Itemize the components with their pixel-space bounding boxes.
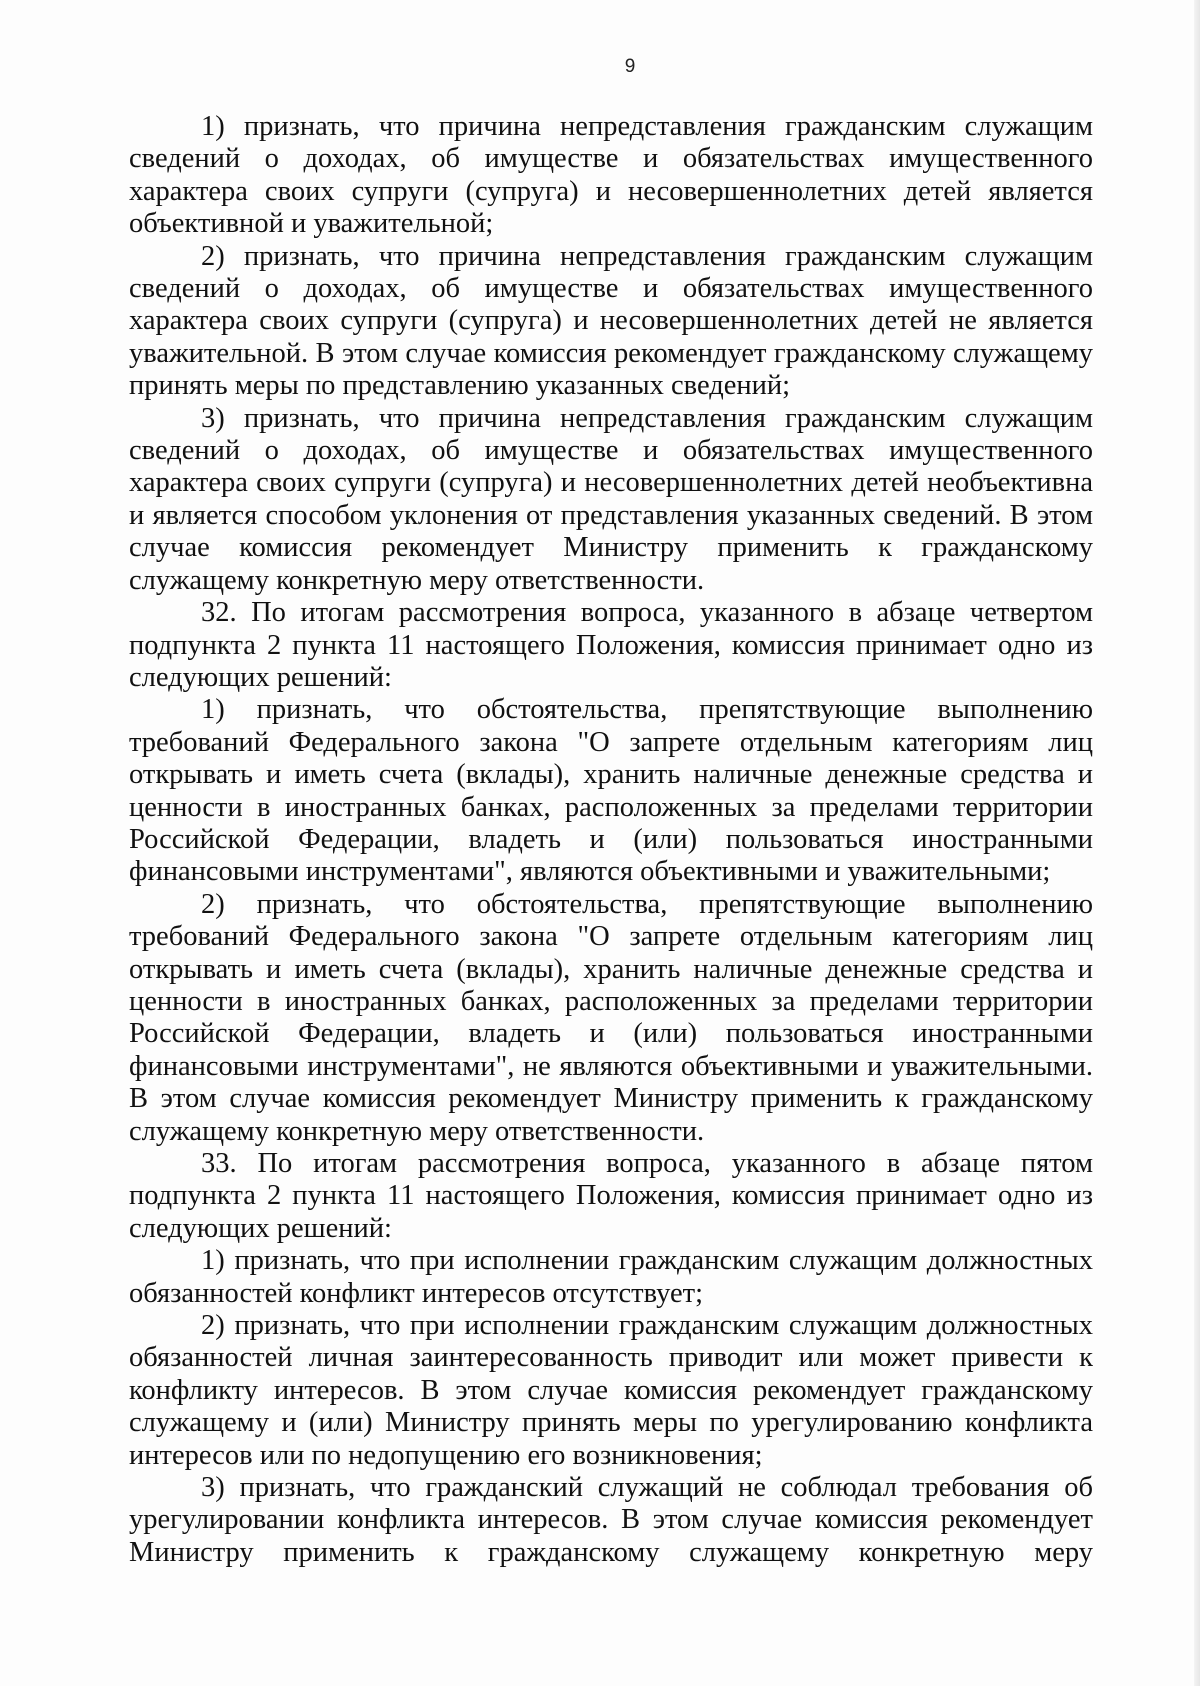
paragraph-32-intro: 32. По итогам рассмотрения вопроса, указанного в абзаце четвертом подпункта 2 пункта 11 настоящего Положения, комиссия принимает одно из следующих решений: xyxy=(129,597,1093,693)
paragraph-31-item-2: 2) признать, что причина непредставления гражданским служащим сведений о доходах, об имуществе и обязательствах имущественного характера своих супруги (супруга) и несовершеннолетних детей не является уважительной. В этом случае комиссия рекомендует гражданскому служащему принять меры по представлению указанных сведений; xyxy=(129,240,1093,402)
paragraph-32-item-2: 2) признать, что обстоятельства, препятствующие выполнению требований Федерального закона "О запрете отдельным категориям лиц открывать и иметь счета (вклады), хранить наличные денежные средства и ценности в иностранных банках, расположенных за пределами территории Российской Федерации, владеть и (или) пользоваться иностранными финансовыми инструментами", не являются объективными и уважительными. В этом случае комиссия рекомендует Министру применить к гражданскому служащему конкретную меру ответственности. xyxy=(129,888,1093,1147)
paragraph-33-item-2: 2) признать, что при исполнении гражданским служащим должностных обязанностей личная заинтересованность приводит или может привести к конфликту интересов. В этом случае комиссия рекомендует гражданскому служащему и (или) Министру принять меры по урегулированию конфликта интересов или по недопущению его возникновения; xyxy=(129,1310,1093,1471)
paragraph-33-item-1: 1) признать, что при исполнении гражданским служащим должностных обязанностей конфликт интересов отсутствует; xyxy=(129,1245,1093,1309)
paragraph-32-item-1: 1) признать, что обстоятельства, препятствующие выполнению требований Федерального закона "О запрете отдельным категориям лиц открывать и иметь счета (вклады), хранить наличные денежные средства и ценности в иностранных банках, расположенных за пределами территории Российской Федерации, владеть и (или) пользоваться иностранными финансовыми инструментами", являются объективными и уважительными; xyxy=(129,694,1093,888)
page-number: 9 xyxy=(624,56,636,77)
document-body xyxy=(129,111,1093,1569)
paragraph-33-item-3: 3) признать, что гражданский служащий не соблюдал требования об урегулировании конфликта интересов. В этом случае комиссия рекомендует Министру применить к гражданскому служащему конкретную меру xyxy=(129,1472,1093,1568)
scan-edge xyxy=(1194,0,1200,1686)
paragraph-33-intro: 33. По итогам рассмотрения вопроса, указанного в абзаце пятом подпункта 2 пункта 11 настоящего Положения, комиссия принимает одно из следующих решений: xyxy=(129,1148,1093,1244)
paragraph-31-item-1: 1) признать, что причина непредставления гражданским служащим сведений о доходах, об имуществе и обязательствах имущественного характера своих супруги (супруга) и несовершеннолетних детей является объективной и уважительной; xyxy=(129,111,1093,240)
paragraph-31-item-3: 3) признать, что причина непредставления гражданским служащим сведений о доходах, об имуществе и обязательствах имущественного характера своих супруги (супруга) и несовершеннолетних детей необъективна и является способом уклонения от представления указанных сведений. В этом случае комиссия рекомендует Министру применить к гражданскому служащему конкретную меру ответственности. xyxy=(129,402,1093,596)
